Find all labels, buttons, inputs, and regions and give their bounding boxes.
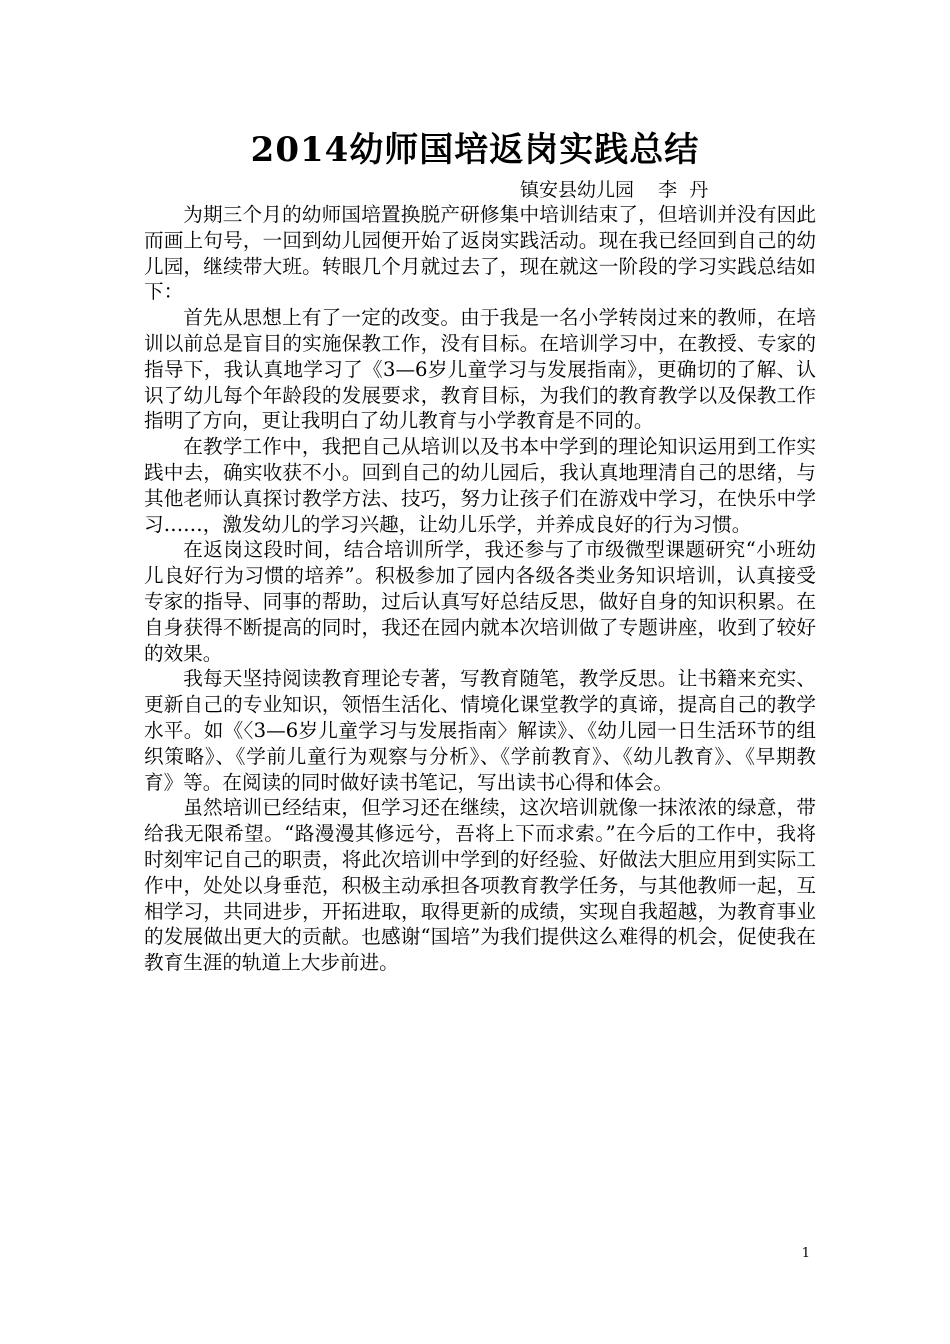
paragraph: 为期三个月的幼师国培置换脱产研修集中培训结束了，但培训并没有因此而画上句号，一回到幼儿园便开始了返岗实践活动。现在我已经回到自己的幼儿园，继续带大班。转眼几个月就过去了，现在就这一阶段的学习实践总结如下： [144,203,816,304]
paragraph: 在教学工作中，我把自己从培训以及书本中学到的理论知识运用到工作实践中去，确实收获不小。回到自己的幼儿园后，我认真地理清自己的思绪，与其他老师认真探讨教学方法、技巧，努力让孩子们在游戏中学习，在快乐中学习……，激发幼儿的学习兴趣，让幼儿乐学，并养成良好的行为习惯。 [144,435,816,536]
author-byline: 镇安县幼儿园 李 丹 [520,179,709,201]
paragraph: 首先从思想上有了一定的改变。由于我是一名小学转岗过来的教师，在培训以前总是盲目的实施保教工作，没有目标。在培训学习中，在教授、专家的指导下，我认真地学习了《3—6岁儿童学习与发展指南》，更确切的了解、认识了幼儿每个年龄段的发展要求，教育目标，为我们的教育教学以及保教工作指明了方向，更让我明白了幼儿教育与小学教育是不同的。 [144,306,816,433]
paragraph: 虽然培训已经结束，但学习还在继续，这次培训就像一抹浓浓的绿意，带给我无限希望。“路漫漫其修远兮，吾将上下而求索。”在今后的工作中，我将时刻牢记自己的职责，将此次培训中学到的好经验、好做法大胆应用到实际工作中，处处以身垂范，积极主动承担各项教育教学任务，与其他教师一起，互相学习，共同进步，开拓进取，取得更新的成绩，实现自我超越，为教育事业的发展做出更大的贡献。也感谢“国培”为我们提供这么难得的机会，促使我在教育生涯的轨道上大步前进。 [144,796,816,975]
document-body [144,202,816,976]
page-number: 1 [801,1246,810,1261]
paragraph: 在返岗这段时间，结合培训所学，我还参与了市级微型课题研究“小班幼儿良好行为习惯的培养”。积极参加了园内各级各类业务知识培训，认真接受专家的指导、同事的帮助，过后认真写好总结反思，做好自身的知识积累。在自身获得不断提高的同时，我还在园内就本次培训做了专题讲座，收到了较好的效果。 [144,538,816,665]
document-title: 2014幼师国培返岗实践总结 [250,130,700,170]
paragraph: 我每天坚持阅读教育理论专著，写教育随笔，教学反思。让书籍来充实、更新自己的专业知识，领悟生活化、情境化课堂教学的真谛，提高自己的教学水平。如《〈3—6岁儿童学习与发展指南〉解读》、《幼儿园一日生活环节的组织策略》、《学前儿童行为观察与分析》、《学前教育》、《幼儿教育》、《早期教育》等。在阅读的同时做好读书笔记，写出读书心得和体会。 [144,667,816,794]
